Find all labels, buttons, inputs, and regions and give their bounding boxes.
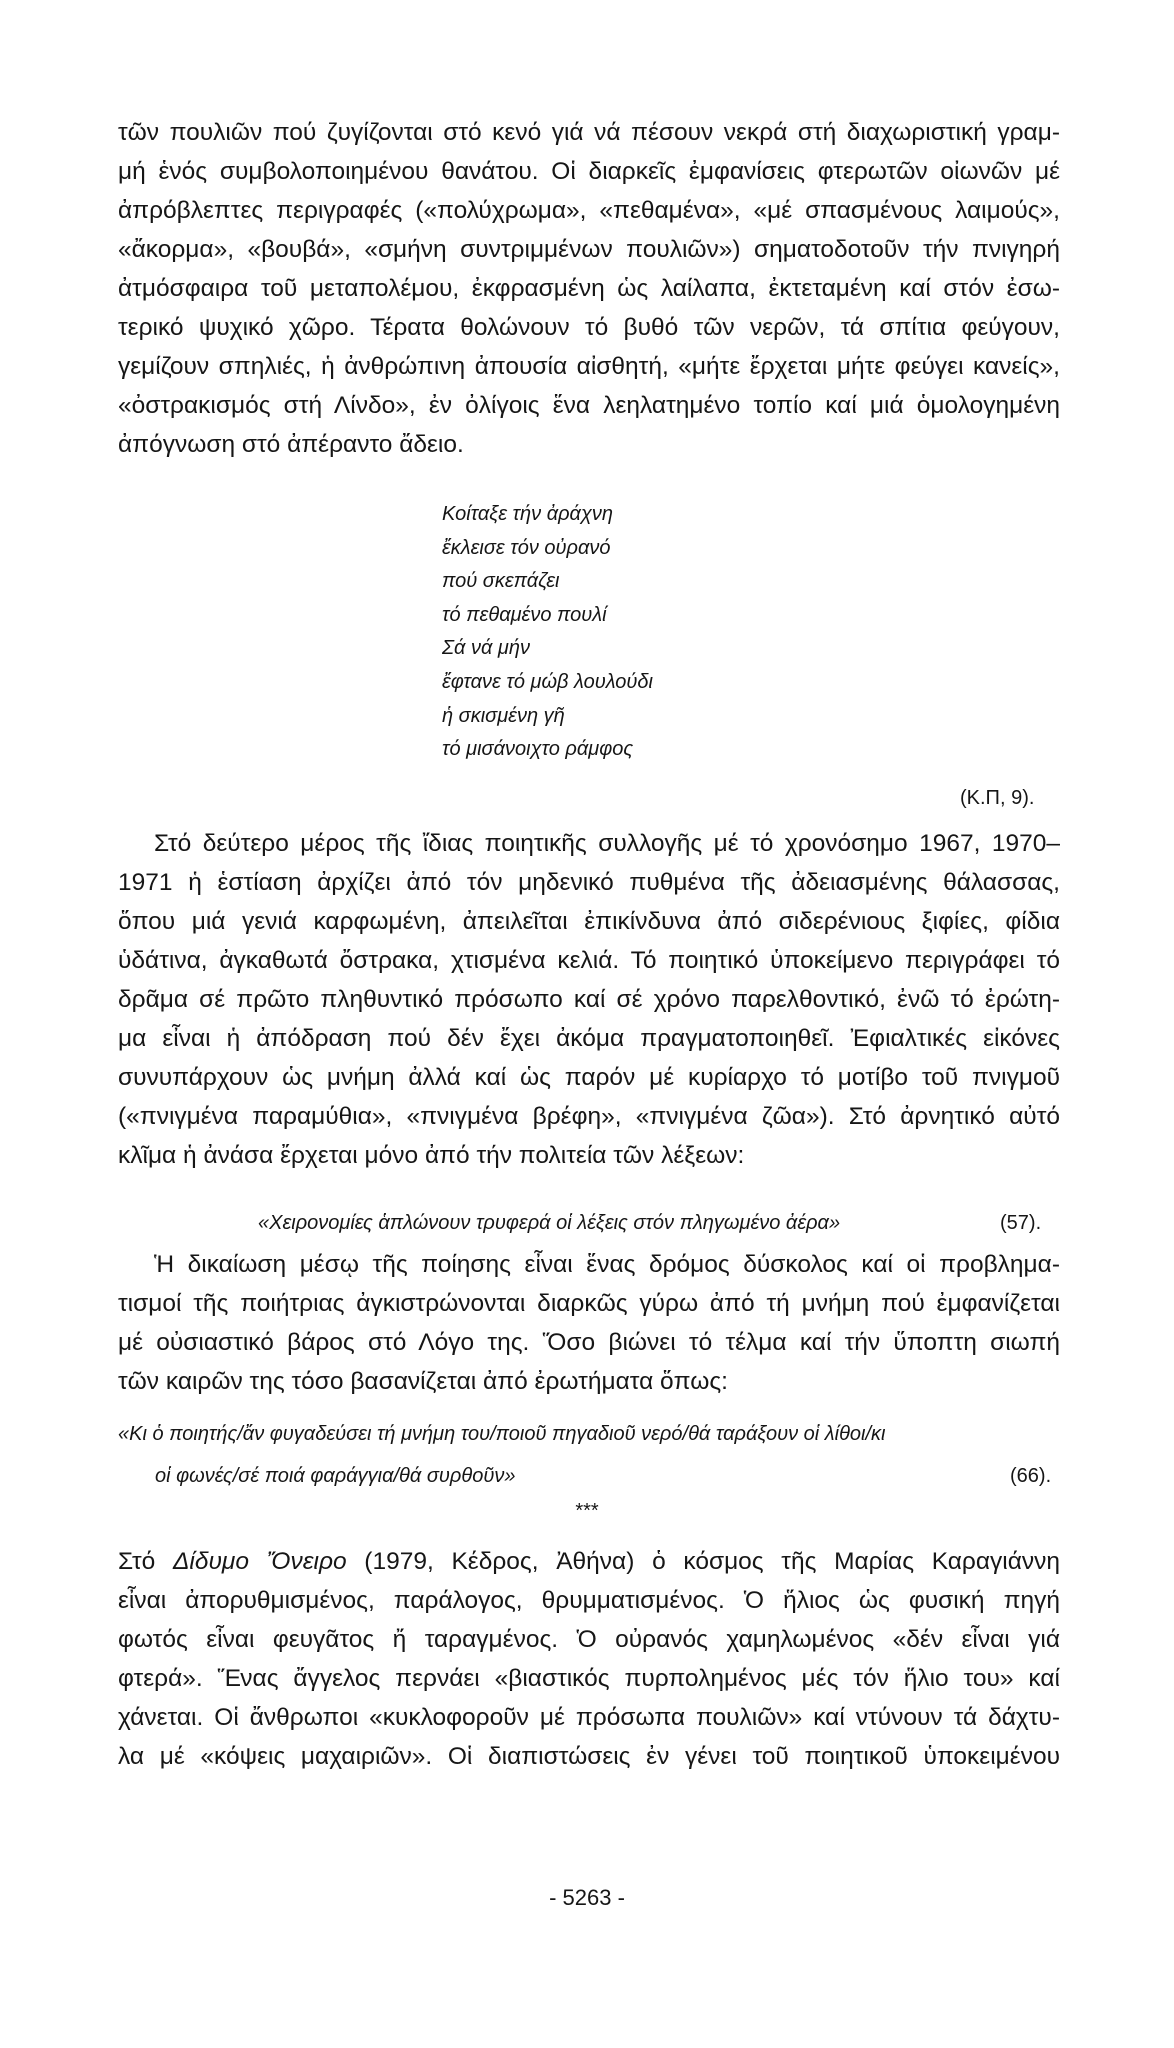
paragraph-3 <box>118 1245 1060 1401</box>
text-line: Ἡ δικαίωση μέσῳ τῆς ποίησης εἶναι ἕνας δρόμος δύσκολος καί οἱ προβλημα- <box>154 1251 1060 1278</box>
text-line: ὑδάτινα, ἀγκαθωτά ὄστρακα, χτισμένα κελιά. Τό ποιητικό ὑποκείμενο περιγράφει τό <box>118 947 1060 974</box>
poem-block <box>442 498 653 767</box>
page-number: - 5263 - <box>549 1885 625 1910</box>
text-line: μα εἶναι ἡ ἀπόδραση πού δέν ἔχει ἀκόμα πραγματοποιηθεῖ. Ἐφιαλτικές εἰκόνες <box>118 1025 1060 1052</box>
poem-line: ἔκλεισε τόν οὐρανό <box>442 536 611 559</box>
text-line: τερικό ψυχικό χῶρο. Τέρατα θολώνουν τό βυθό τῶν νερῶν, τά σπίτια φεύγουν, <box>118 314 1060 341</box>
paragraph-2 <box>118 824 1060 1175</box>
text-line: ἀτμόσφαιρα τοῦ μεταπολέμου, ἐκφρασμένη ὡς λαίλαπα, ἐκτεταμένη καί στόν ἐσω- <box>118 275 1060 302</box>
paragraph-4 <box>118 1542 1060 1776</box>
quote-1-citation: (57). <box>1000 1212 1042 1234</box>
text-line: συνυπάρχουν ὡς μνήμη ἀλλά καί ὡς παρόν μέ κυρίαρχο τό μοτίβο τοῦ πνιγμοῦ <box>118 1064 1060 1091</box>
text-line: ἀπόγνωση στό ἀπέραντο ἄδειο. <box>118 431 464 458</box>
text-line: τῶν καιρῶν της τόσο βασανίζεται ἀπό ἐρωτήματα ὅπως: <box>118 1368 728 1395</box>
quote-2-line-1: «Κι ὁ ποιητής/ἄν φυγαδεύσει τή μνήμη του/ποιοῦ πηγαδιοῦ νερό/θά ταράξουν οἱ λίθοι/κι <box>118 1423 886 1445</box>
book-title: Δίδυμο Ὄνειρο <box>172 1548 347 1575</box>
text-line: φωτός εἶναι φευγᾶτος ἤ ταραγμένος. Ὁ οὐρανός χαμηλωμένος «δέν εἶναι γιά <box>118 1626 1060 1653</box>
text-line: ἀπρόβλεπτες περιγραφές («πολύχρωμα», «πεθαμένα», «μέ σπασμένους λαιμούς», <box>118 197 1060 224</box>
text-prefix: Στό <box>118 1548 173 1575</box>
section-separator: *** <box>575 1500 599 1522</box>
poem-line: τό πεθαμένο πουλί <box>442 603 607 626</box>
text-line: γεμίζουν σπηλιές, ἡ ἀνθρώπινη ἀπουσία αἰσθητή, «μήτε ἔρχεται μήτε φεύγει κανείς», <box>118 353 1060 380</box>
paragraph-1 <box>118 113 1060 464</box>
text-line: («πνιγμένα παραμύθια», «πνιγμένα βρέφη», «πνιγμένα ζῶα»). Στό ἀρνητικό αὐτό <box>118 1103 1060 1130</box>
text-line: Στό δεύτερο μέρος τῆς ἴδιας ποιητικῆς συλλογῆς μέ τό χρονόσημο 1967, 1970– <box>154 830 1060 857</box>
quote-1-text: «Χειρονομίες ἁπλώνουν τρυφερά οἱ λέξεις στόν πληγωμένο ἀέρα» <box>258 1212 841 1234</box>
poem-citation: (Κ.Π, 9). <box>960 787 1035 809</box>
text-line: τῶν πουλιῶν πού ζυγίζονται στό κενό γιά νά πέσουν νεκρά στή διαχωριστική γραμ- <box>118 119 1060 146</box>
text-line: μέ οὐσιαστικό βάρος στό Λόγο της. Ὅσο βιώνει τό τέλμα καί τήν ὕποπτη σιωπή <box>118 1329 1060 1356</box>
text-suffix: (1979, Κέδρος, Ἀθήνα) ὁ κόσμος τῆς Μαρίας Καραγιάννη <box>346 1548 1060 1575</box>
text-line: μή ἑνός συμβολοποιημένου θανάτου. Οἱ διαρκεῖς ἐμφανίσεις φτερωτῶν οἰωνῶν μέ <box>118 158 1060 185</box>
text-line: εἶναι ἀπορυθμισμένος, παράλογος, θρυμματισμένος. Ὁ ἥλιος ὡς φυσική πηγή <box>118 1587 1060 1614</box>
text-line: ὅπου μιά γενιά καρφωμένη, ἀπειλεῖται ἐπικίνδυνα ἀπό σιδερένιους ξιφίες, φίδια <box>118 908 1060 935</box>
poem-line: Σά νά μήν <box>442 637 530 660</box>
poem-line: ἔφτανε τό μώβ λουλούδι <box>442 670 653 693</box>
text-line: λα μέ «κόψεις μαχαιριῶν». Οἱ διαπιστώσεις ἐν γένει τοῦ ποιητικοῦ ὑποκειμένου <box>118 1743 1060 1770</box>
text-line <box>118 1542 1060 1581</box>
text-line: φτερά». Ἕνας ἄγγελος περνάει «βιαστικός πυρπολημένος μές τόν ἥλιο του» καί <box>118 1665 1060 1692</box>
text-line: «ἄκορμα», «βουβά», «σμήνη συντριμμένων πουλιῶν») σηματοδοτοῦν τήν πνιγηρή <box>118 236 1060 263</box>
text-line: «ὀστρακισμός στή Λίνδο», ἐν ὀλίγοις ἕνα λεηλατημένο τοπίο καί μιά ὁμολογημένη <box>118 392 1060 419</box>
text-line: 1971 ἡ ἑστίαση ἀρχίζει ἀπό τόν μηδενικό πυθμένα τῆς ἀδειασμένης θάλασσας, <box>118 869 1060 896</box>
text-line: δρᾶμα σέ πρῶτο πληθυντικό πρόσωπο καί σέ χρόνο παρελθοντικό, ἐνῶ τό ἐρώτη- <box>118 986 1060 1013</box>
poem-line: ἡ σκισμένη γῆ <box>442 704 565 727</box>
quote-2-citation: (66). <box>1010 1465 1052 1487</box>
text-line: τισμοί τῆς ποιήτριας ἀγκιστρώνονται διαρκῶς γύρω ἀπό τή μνήμη πού ἐμφανίζεται <box>118 1290 1060 1317</box>
poem-line: Κοίταξε τήν ἀράχνη <box>442 503 613 525</box>
poem-line: πού σκεπάζει <box>442 570 560 593</box>
text-line: χάνεται. Οἱ ἄνθρωποι «κυκλοφοροῦν μέ πρόσωπα πουλιῶν» καί ντύνουν τά δάχτυ- <box>118 1704 1060 1731</box>
text-line: κλῖμα ἡ ἀνάσα ἔρχεται μόνο ἀπό τήν πολιτεία τῶν λέξεων: <box>118 1142 745 1169</box>
poem-line: τό μισάνοιχτο ράμφος <box>442 738 634 761</box>
quote-2-line-2: οἱ φωνές/σέ ποιά φαράγγια/θά συρθοῦν» <box>155 1465 516 1487</box>
